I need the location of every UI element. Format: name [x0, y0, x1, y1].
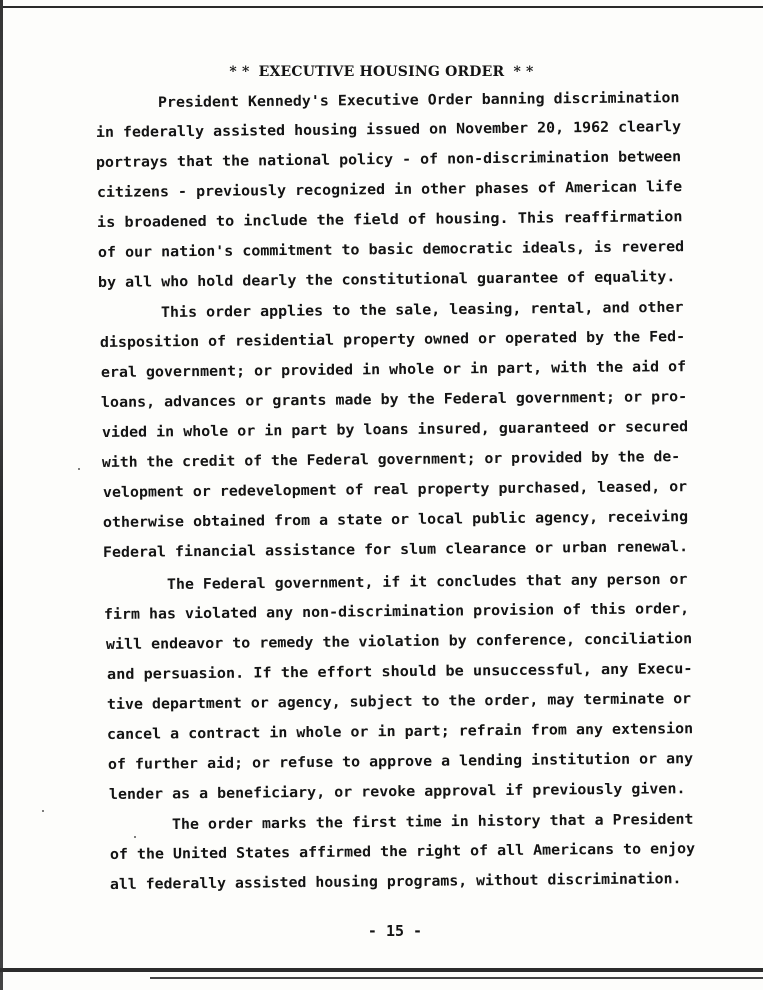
body-line: by all who hold dearly the constitutional guarantee of equality.: [97, 269, 676, 291]
body-line: and persuasion. If the effort should be unsuccessful, any Execu-: [106, 661, 693, 683]
page-number: - 15 -: [367, 922, 423, 940]
title-text: EXECUTIVE HOUSING ORDER: [258, 64, 505, 80]
body-line: disposition of residential property owned or operated by the Fed-: [99, 329, 686, 351]
scan-bottom-rule-secondary: [150, 977, 763, 979]
title-marker-right: * *: [513, 64, 534, 80]
body-line: vided in whole or in part by loans insured, guaranteed or secured: [101, 419, 689, 441]
body-line: loans, advances or grants made by the Federal government; or pro-: [100, 389, 688, 411]
body-line: of further aid; or refuse to approve a lending institution or any: [107, 751, 694, 773]
body-line: President Kennedy's Executive Order banning discrimination: [157, 90, 680, 111]
body-line: firm has violated any non-discrimination provision of this order,: [103, 601, 690, 623]
body-line: is broadened to include the field of housing. This reaffirmation: [96, 209, 683, 231]
body-line: otherwise obtained from a state or local public agency, receiving: [102, 509, 689, 531]
body-line: lender as a beneficiary, or revoke approval if previously given.: [108, 781, 686, 803]
scan-top-rule: [0, 6, 763, 8]
body-line: eral government; or provided in whole or in part, with the aid of: [100, 359, 687, 381]
body-line: The order marks the first time in history that a President: [171, 811, 694, 833]
body-line: tive department or agency, subject to the order, may terminate or: [106, 691, 692, 713]
body-line: of our nation's commitment to basic democratic ideals, is revered: [97, 239, 685, 261]
scan-speck: [42, 810, 44, 812]
scan-speck: [134, 836, 136, 838]
body-line: Federal financial assistance for slum clearance or urban renewal.: [102, 539, 689, 561]
title-marker-left: * *: [229, 64, 250, 80]
document-title: [0, 64, 763, 80]
body-line: The Federal government, if it concludes that any person or: [166, 571, 688, 593]
body-line: in federally assisted housing issued on November 20, 1962 clearly: [95, 119, 682, 141]
body-line: citizens - previously recognized in other phases of American life: [96, 179, 683, 201]
body-line: all federally assisted housing programs, without discrimination.: [109, 871, 682, 893]
scan-speck: [78, 468, 80, 470]
scan-left-edge: [0, 0, 3, 990]
body-line: with the credit of the Federal government; or provided by the de-: [101, 449, 681, 471]
body-line: This order applies to the sale, leasing, rental, and other: [160, 299, 684, 321]
body-line: portrays that the national policy - of non-discrimination between: [95, 149, 682, 171]
body-line: cancel a contract in whole or in part; refrain from any extension: [106, 721, 694, 743]
body-line: velopment or redevelopment of real property purchased, leased, or: [102, 479, 688, 501]
scan-bottom-rule: [0, 968, 763, 972]
body-line: will endeavor to remedy the violation by conference, conciliation: [105, 631, 693, 653]
body-line: of the United States affirmed the right of all Americans to enjoy: [109, 841, 696, 863]
